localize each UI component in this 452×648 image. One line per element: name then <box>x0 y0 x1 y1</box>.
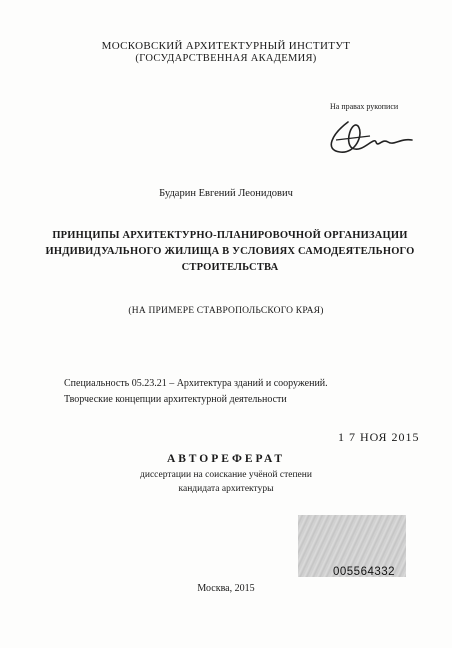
manuscript-note: На правах рукописи <box>330 102 399 111</box>
dissertation-subtitle: (НА ПРИМЕРЕ СТАВРОПОЛЬСКОГО КРАЯ) <box>128 306 324 316</box>
specialty-line-1: Специальность 05.23.21 – Архитектура зданий и сооружений. <box>64 378 328 389</box>
abstract-title: АВТОРЕФЕРАТ <box>166 453 286 465</box>
abstract-subtitle-2: кандидата архитектуры <box>178 484 274 494</box>
date-stamp: 1 7 НОЯ 2015 <box>338 430 420 444</box>
specialty-line-2: Творческие концепции архитектурной деятельности <box>64 394 287 405</box>
dissertation-title: ПРИНЦИПЫ АРХИТЕКТУРНО-ПЛАНИРОВОЧНОЙ ОРГАНИЗАЦИИ ИНДИВИДУАЛЬНОГО ЖИЛИЩА В УСЛОВИЯХ САМОДЕЯТЕЛЬНОГО СТРОИТЕЛЬСТВА <box>45 230 415 273</box>
author-name: Бударин Евгений Леонидович <box>159 188 293 199</box>
signature-icon <box>318 112 414 164</box>
institution-name: МОСКОВСКИЙ АРХИТЕКТУРНЫЙ ИНСТИТУТ <box>101 40 351 52</box>
institution-subtitle: (ГОСУДАРСТВЕННАЯ АКАДЕМИЯ) <box>135 53 317 64</box>
stamp-number: 005564332 <box>333 566 396 578</box>
city-year: Москва, 2015 <box>197 583 255 594</box>
abstract-subtitle-1: диссертации на соискание учёной степени <box>140 470 312 480</box>
